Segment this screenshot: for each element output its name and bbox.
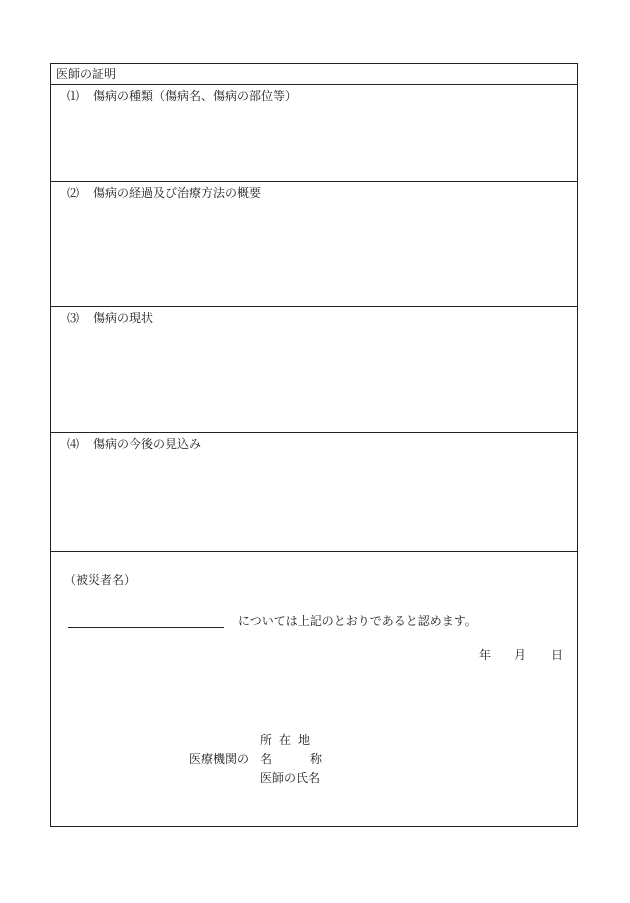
institution-name-label-2: 称	[310, 752, 323, 766]
section-number: ⑷	[67, 437, 80, 451]
form-header-row	[51, 64, 577, 85]
section-label: 傷病の経過及び治療方法の概要	[93, 186, 262, 200]
date-year-label: 年	[479, 648, 492, 662]
section-label: 傷病の種類（傷病名、傷病の部位等）	[93, 89, 298, 103]
date-day-label: 日	[551, 648, 564, 662]
form-title: 医師の証明	[56, 67, 117, 81]
section-prognosis[interactable]	[51, 433, 577, 552]
victim-name-label: （被災者名）	[64, 573, 137, 587]
certification-block	[51, 552, 577, 826]
victim-name-field[interactable]	[68, 627, 224, 628]
section-injury-type[interactable]	[51, 85, 577, 182]
institution-address-label: 所在地	[260, 733, 318, 747]
section-treatment-summary[interactable]	[51, 182, 577, 307]
doctor-name-label: 医師の氏名	[260, 771, 321, 785]
section-number: ⑵	[67, 186, 80, 200]
institution-prefix-label: 医療機関の	[189, 752, 250, 766]
section-number: ⑶	[67, 311, 80, 325]
date-month-label: 月	[514, 648, 527, 662]
certification-statement: については上記のとおりであると認めます。	[238, 614, 477, 628]
institution-name-label-1: 名	[260, 752, 273, 766]
section-label: 傷病の今後の見込み	[93, 437, 202, 451]
section-current-condition[interactable]	[51, 307, 577, 433]
section-number: ⑴	[67, 89, 80, 103]
doctor-certificate-form	[50, 63, 578, 827]
section-label: 傷病の現状	[93, 311, 154, 325]
